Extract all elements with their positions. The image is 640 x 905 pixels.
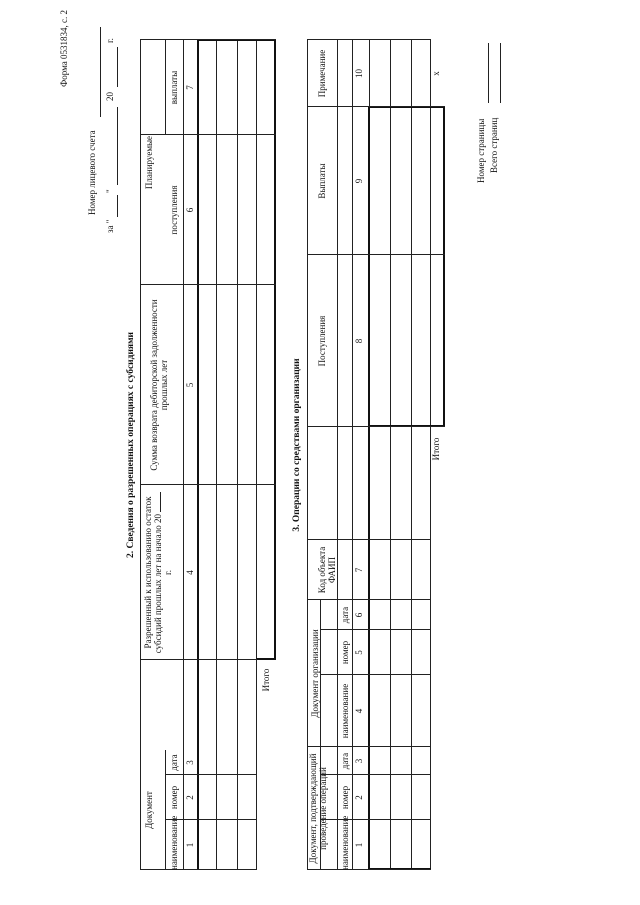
s2-num-6: 6 (185, 207, 195, 213)
s3-col-date-1: дата (340, 752, 350, 770)
period-day-field[interactable] (117, 195, 118, 217)
s2-total-label: Итого (261, 668, 271, 692)
s3-num-2: 2 (354, 795, 364, 800)
s3-num-4: 4 (354, 708, 364, 714)
s2-num-3: 3 (185, 760, 195, 765)
s2-doc-header: Документ (144, 791, 154, 829)
period-year-field[interactable] (117, 47, 118, 87)
page-number-field[interactable] (488, 43, 489, 103)
s2-col-number: номер (169, 785, 179, 810)
s2-col-payments: выплаты (169, 70, 179, 105)
section2-title: 2. Сведения о разрешенных операциях с субсидиями (126, 331, 136, 559)
s3-num-7: 7 (354, 567, 364, 573)
s3-total-note: х (431, 71, 441, 76)
period-month-field[interactable] (117, 107, 118, 185)
s2-col-name: наименование (169, 815, 179, 870)
s2-col-receipts: поступления (169, 185, 179, 235)
s2-num-7: 7 (185, 85, 195, 90)
s3-total-label: Итого (431, 437, 441, 461)
s3-col-date-2: дата (340, 606, 350, 624)
s2-permitted-year-field[interactable] (160, 492, 161, 512)
s2-num-4: 4 (185, 570, 195, 575)
s2-col-permitted (144, 490, 174, 655)
s2-num-5: 5 (185, 382, 195, 388)
form-code: Форма 0531834, с. 2 (59, 10, 69, 87)
s2-num-2: 2 (185, 795, 195, 800)
s3-col-receipts: Поступления (317, 315, 327, 367)
page-number-label: Номер страницы (476, 118, 486, 183)
period-suffix: г. (105, 38, 115, 43)
total-pages-label: Всего страниц (489, 117, 499, 173)
s3-col-number-2: номер (340, 640, 350, 665)
account-number-field[interactable] (100, 27, 101, 117)
s3-num-8: 8 (354, 338, 364, 344)
s3-num-6: 6 (354, 612, 364, 618)
s3-num-9: 9 (354, 178, 364, 184)
period-century: 20 (105, 92, 115, 101)
s3-col-name-2: наименование (340, 683, 350, 739)
s3-num-10: 10 (354, 69, 364, 78)
s2-col-permitted-suffix: г. (162, 570, 173, 575)
s3-col-payments: Выплаты (317, 163, 327, 199)
s3-num-5: 5 (354, 650, 364, 655)
account-label: Номер лицевого счета (87, 130, 97, 215)
s3-num-1: 1 (354, 842, 364, 848)
s3-col-note: Примечание (317, 49, 327, 98)
s2-col-date: дата (169, 754, 179, 771)
s3-col-faip: Код объекта ФАИП (317, 546, 337, 594)
s3-doc-org-header: Документ организации (310, 629, 320, 718)
total-pages-field[interactable] (500, 43, 501, 103)
s3-col-number-1: номер (340, 785, 350, 810)
s2-col-return: Сумма возврата дебиторской задолженности прошлых лет (149, 299, 169, 471)
period-prefix: за " (105, 219, 115, 233)
s3-col-name-1: наименование (340, 815, 350, 870)
s2-num-1: 1 (185, 842, 195, 848)
s3-num-3: 3 (354, 758, 364, 764)
period-quote: " (105, 189, 115, 193)
s2-col-planned: Планируемые (144, 135, 154, 190)
section3-title: 3. Операции со средствами организации (292, 358, 302, 532)
s2-col-permitted-text: Разрешенный к использованию остаток субсидий прошлых лет на начало 20 (143, 496, 163, 654)
s3-doc-confirm-header: Документ, подтверждающий проведение операций (308, 753, 328, 864)
